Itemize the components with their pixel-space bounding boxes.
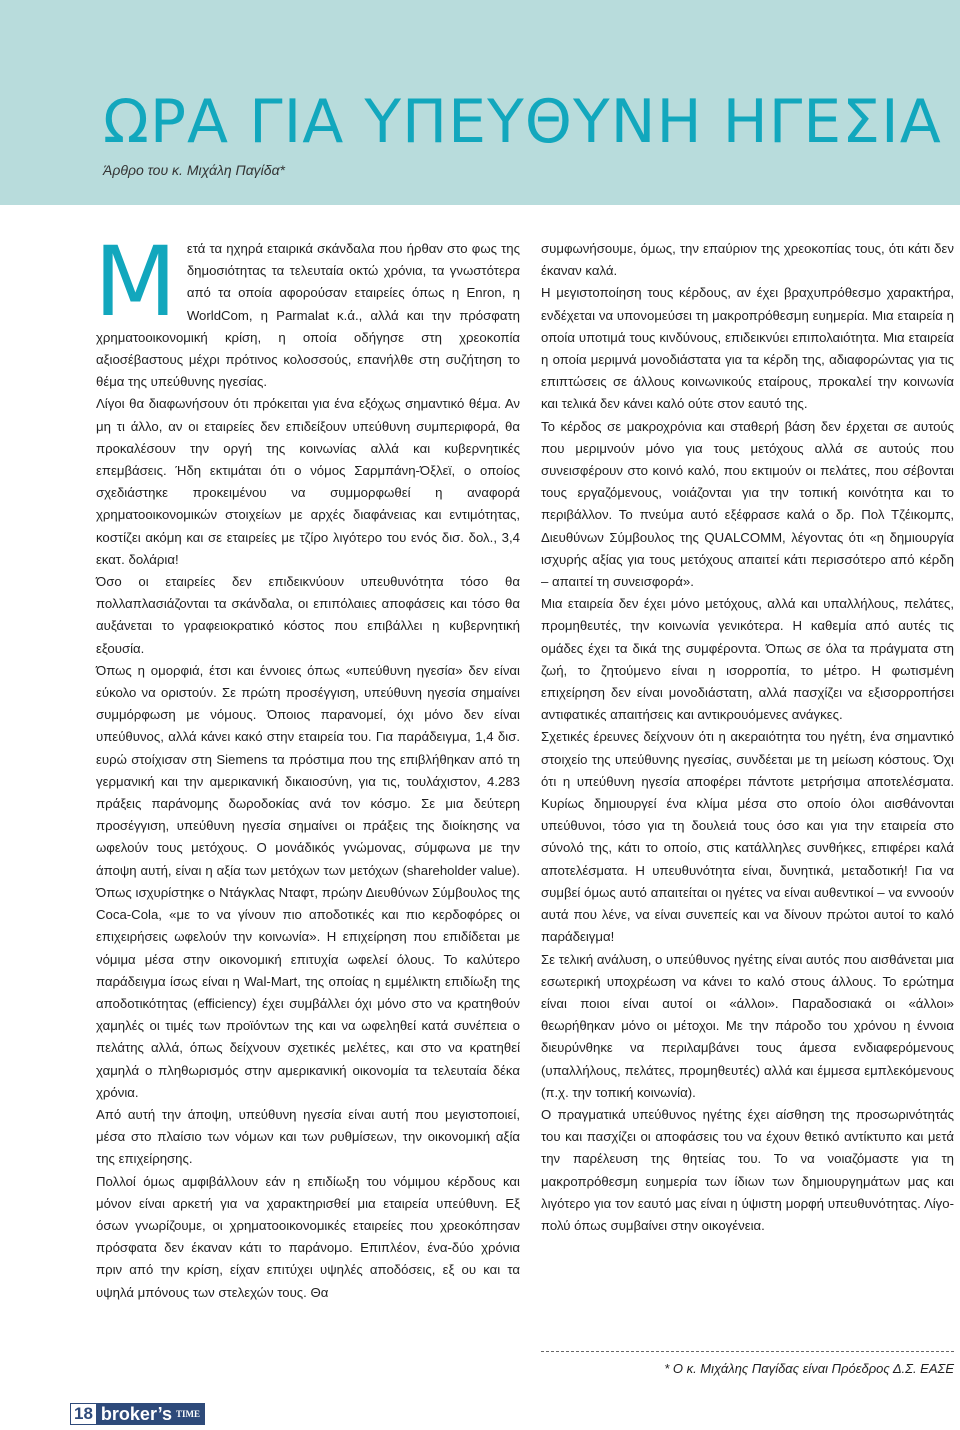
article-title: ΩΡΑ ΓΙΑ ΥΠΕΥΘΥΝΗ ΗΓΕΣΙΑ xyxy=(103,87,942,157)
article-paragraph: Σχετικές έρευνες δείχνουν ότι η ακεραιότητα του ηγέτη, ένα σημαντικό στοιχείο της υπεύθυνης ηγεσίας, συνδέεται με τη μείωση κόστους. Όχι ότι η υπεύθυνη ηγεσία αποφέρει πάντοτε μετρήσιμα αποτελέσματα. Κυρίως δημιουργεί ένα κλίμα μέσα στο οποίο όλοι αισθάνονται υπεύθυνοι, τόσο για τη δουλειά τους όσο και για την εταιρεία στο σύνολό της, κάτι το οποίο, στις κατάλληλες συνθήκες, επιφέρει καλά αποτελέσματα. Η υπευθυνότητα είναι, δυνητικά, μεταδοτική! Για να συμβεί όμως αυτό απαιτείται οι ηγέτες να είναι αυθεντικοί – να εννοούν αυτά που λένε, να είναι συνεπείς και να δίνουν πρώτοι αυτοί το καλό παράδειγμα! xyxy=(541,729,954,945)
magazine-logo-name: broker’s xyxy=(100,1404,172,1424)
article-paragraph: συμφωνήσουμε, όμως, την επαύριον της χρεοκοπίας τους, ότι κάτι δεν έκαναν καλά. xyxy=(541,241,954,279)
article-paragraph: Το κέρδος σε μακροχρόνια και σταθερή βάση δεν έρχεται σε αυτούς που μεριμνούν μόνο για τους μετόχους αλλά σε αυτούς που συνεισφέρουν στο κοινό καλό, που εκτιμούν οι πελάτες, που σέβονται τους εργαζόμενους, νοιάζονται για την τοπική κοινότητα και το περιβάλλον. Το πνεύμα αυτό εξέφρασε καλά ο δρ. Πολ Τζέικομπς, Διευθύνων Σύμβουλος της QUALCOMM, λέγοντας ότι «η δημιουργία ισχυρής αξίας για τους μετόχους απαιτεί κάτι περισσότερο από κέρδη – απαιτεί τη συνεισφορά». xyxy=(541,418,954,590)
page-number: 18 xyxy=(70,1403,97,1425)
drop-cap: Μ xyxy=(94,226,177,338)
article-paragraph xyxy=(94,226,520,393)
article-paragraph: Πολλοί όμως αμφιβάλλουν εάν η επιδίωξη του νόμιμου κέρδους και μόνον είναι αρκετή για να χαρακτηρισθεί μια εταιρεία υπεύθυνη. Εξ όσων γνωρίζουμε, οι χρηματοοικονομικές εταιρείες που χρεοκόπησαν πρόσφατα δεν έκαναν κάτι το παράνομο. Επιπλέον, ένα-δύο χρόνια πριν από την κρίση, είχαν επιτύχει υψηλές αποδόσεις, εξ ου και τα υψηλά μπόνους των στελεχών τους. Θα xyxy=(96,1173,520,1300)
article-paragraph: Όσο οι εταιρείες δεν επιδεικνύουν υπευθυνότητα τόσο θα πολλαπλασιάζονται τα σκάνδαλα, οι επιπόλαιες αποφάσεις και τόσο θα αυξάνεται το γραφειοκρατικό κόστος που επιβάλλει η κυβερνητική εξουσία. xyxy=(96,574,520,656)
article-column-left xyxy=(94,226,520,1304)
magazine-logo xyxy=(97,1403,205,1425)
magazine-logo-sub: TIME xyxy=(175,1409,200,1419)
article-paragraph: Η μεγιστοποίηση τους κέρδους, αν έχει βραχυπρόθεσμο χαρακτήρα, ενδέχεται να υπονομεύσει τη μακροπρόθεσμη ευημερία. Μια εταιρεία η οποία υποτιμά τους κινδύνους, επιδεικνύει επιπολαιότητα. Μια εταιρεία η οποία μεριμνά μονοδιάστατα για τα κέρδη της, αδιαφορώντας για τις επιπτώσεις σε άλλους κοινωνικούς εταίρους, προκαλεί την κοινωνία και τελικά δεν κάνει καλό ούτε στον εαυτό της. xyxy=(541,285,954,412)
article-paragraph: Όπως η ομορφιά, έτσι και έννοιες όπως «υπεύθυνη ηγεσία» δεν είναι εύκολο να οριστούν. Σε πρώτη προσέγγιση, υπεύθυνη ηγεσία σημαίνει συμμόρφωση με νόμους. Όποιος παρανομεί, όχι μόνο δεν είναι υπεύθυνος, αλλά κάνει κακό στην εταιρεία του. Για παράδειγμα, 1,4 δισ. ευρώ στοίχισαν στη Siemens τα πρόστιμα που της επιβλήθηκαν από τη γερμανική και την αμερικανική δικαιοσύνη, για τις, τουλάχιστον, 4.283 πράξεις παράνομης δωροδοκίας ανά τον κόσμο. Σε μια δεύτερη προσέγγιση, υπεύθυνη ηγεσία σημαίνει οι πράξεις της διοίκησης να ωφελούν τους μετόχους. Ο μονάδικός γνώμονας, σύμφωνα με την άποψη αυτή, είναι η αξία των μετόχων των μετόχων (shareholder value). Όπως ισχυρίστηκε ο Ντάγκλας Νταφτ, πρώην Διευθύνων Σύμβουλος της Coca-Cola, «με το να γίνουν πιο αποδοτικές και πιο κερδοφόρες οι επιχειρήσεις ωφελούν την κοινωνία». Η επιχείρηση που επιδίδεται με νόμιμα μέσα στην οικονομική επιτυχία ωφελεί όλους. Το καλύτερο παράδειγμα ίσως είναι η Wal-Mart, της οποίας η εμμέλικτη επιδίωξη της αποδοτικότητας (efficiency) έχει συμβάλλει όχι μόνο στο να κρατηθούν χαμηλές οι τιμές των προϊόντων της και να ωφεληθεί κατά συνέπεια ο πελάτης αλλά, όπως δείχνουν σχετικές μελέτες, και στο να κρατηθεί χαμηλά ο πληθωρισμός στην αμερικανική οικονομία τα τελευταία δέκα χρόνια. xyxy=(96,662,520,1100)
article-paragraph: Ο πραγματικά υπεύθυνος ηγέτης έχει αίσθηση της προσωρινότητάς του και πασχίζει οι αποφάσεις του να έχουν θετικό αντίκτυπο και μετά την παρέλευση της θητείας του. Το να νοιαζόμαστε για τη μακροπρόθεσμη ευημερία των ίδιων των δημιουργημάτων μας και λιγότερο για τον εαυτό μας είναι η ύψιστη μορφή υπευθυνότητας. Λίγο-πολύ όπως συμβαίνει στην οικογένεια. xyxy=(541,1106,954,1233)
article-paragraph: Από αυτή την άποψη, υπεύθυνη ηγεσία είναι αυτή που μεγιστοποιεί, μέσα στο πλαίσιο των νόμων και των ρυθμίσεων, την οικονομική αξία της επιχείρησης. xyxy=(96,1106,520,1167)
article-paragraph: Μια εταιρεία δεν έχει μόνο μετόχους, αλλά και υπαλλήλους, πελάτες, προμηθευτές, την κοινωνία γενικότερα. Η καθεμία από αυτές τις ομάδες έχει τα δικά της συμφέροντα. Όπως σε όλα τα πράγματα στη ζωή, το ζητούμενο είναι η ισορροπία, το μέτρο. Η φωτισμένη επιχείρηση δεν είναι μονοδιάστατη, αλλά πασχίζει να εξισορροπήσει αντιφατικές απαιτήσεις και αντικρουόμενες ανάγκες. xyxy=(541,596,954,723)
page-footer xyxy=(70,1403,205,1425)
article-column-right xyxy=(541,238,954,1237)
article-paragraph-text: ετά τα ηχηρά εταιρικά σκάνδαλα που ήρθαν στο φως της δημοσιότητας τα τελευταία οκτώ χρόνια, τα γνωστότερα από τα οποία αφορούσαν εταιρείες όπως η Enron, η WorldCom, η Parmalat κ.ά., αλλά και την πρόσφατη χρηματοοικονομική κρίση, η οποία οδήγησε στη χρεοκοπία αξιοσέβαστους μέχρι πρότινος κολοσσούς, επανήλθε στη συζήτηση το θέμα της υπεύθυνης ηγεσίας. xyxy=(96,241,520,390)
footnote-divider xyxy=(541,1351,954,1352)
article-paragraph: Λίγοι θα διαφωνήσουν ότι πρόκειται για ένα εξόχως σημαντικό θέμα. Αν μη τι άλλο, αν οι εταιρείες δεν επιδείξουν υπεύθυνη συμπεριφορά, θα προκαλέσουν την οργή της κοινωνίας αλλά και κυβερνητικές επεμβάσεις. Ήδη εκτιμάται ότι ο νόμος Σαρμπάνη-Όξλεϊ, ο οποίος σχεδιάστηκε προκειμένου να συμμορφωθεί η αναφορά χρηματοοικονομικών στοιχείων με αρχές διαφάνειας και εντιμότητας, κοστίζει ακόμη και σε εταιρείες με τζίρο λιγότερο του ενός δισ. δολ., 3,4 εκατ. δολάρια! xyxy=(96,396,520,567)
article-byline: Άρθρο του κ. Μιχάλη Παγίδα* xyxy=(103,162,285,178)
author-footnote: * Ο κ. Μιχάλης Παγίδας είναι Πρόεδρος Δ.Σ. ΕΑΣΕ xyxy=(664,1361,954,1376)
article-paragraph: Σε τελική ανάλυση, ο υπεύθυνος ηγέτης είναι αυτός που αισθάνεται μια εσωτερική υποχρέωση να κάνει το καλό στους άλλους. Το ερώτημα είναι ποιοι είναι αυτοί οι «άλλοι». Παραδοσιακά οι «άλλοι» θεωρήθηκαν μόνο οι μέτοχοι. Με την πάροδο του χρόνου η έννοια διευρύνθηκε να περιλαμβάνει τους άμεσα ενδιαφερόμενους (υπαλλήλους, πελάτες, προμηθευτές) αλλά και έμμεσα εμπλεκόμενους (π.χ. την τοπική κοινωνία). xyxy=(541,951,954,1100)
